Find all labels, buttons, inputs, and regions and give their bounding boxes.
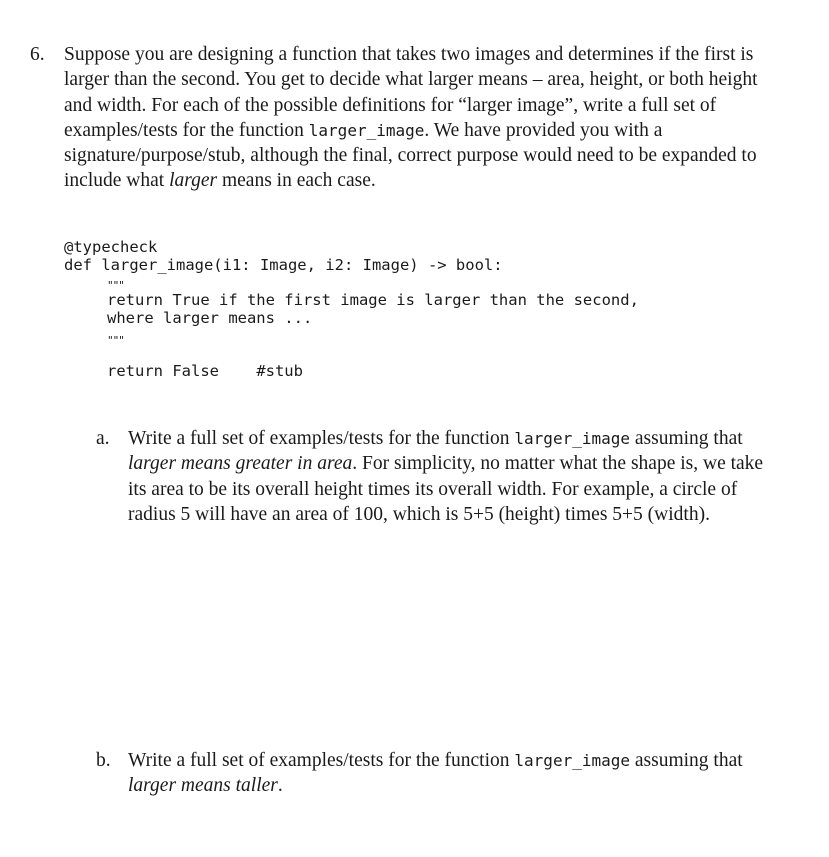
code-decorator: @typecheck	[64, 238, 158, 256]
code-docstring-open: """	[107, 279, 124, 292]
question-text	[64, 42, 784, 194]
question-text-part2: . We have provided you with a signature/purpose/stub, although the final, correct purpose would need to be expanded to include what	[64, 119, 757, 192]
code-purpose-line2: where larger means ...	[107, 309, 313, 327]
code-block	[64, 239, 503, 274]
question-text-part3: means in each case.	[217, 170, 376, 192]
part-a-text-part1: Write a full set of examples/tests for the function	[128, 428, 515, 449]
part-a-function-name: larger_image	[514, 429, 630, 448]
code-signature: def larger_image(i1: Image, i2: Image) -> bool:	[64, 255, 503, 274]
part-b-function-name: larger_image	[514, 751, 630, 770]
part-b-text-part1: Write a full set of examples/tests for the function	[128, 750, 515, 771]
question-number: 6.	[30, 44, 45, 65]
part-a-text-part2: assuming that	[630, 428, 743, 449]
code-purpose-line1: return True if the first image is larger than the second,	[107, 291, 639, 309]
part-a-text	[128, 426, 768, 527]
part-a-text-italic: larger means greater in area	[128, 453, 353, 475]
part-b-text	[128, 748, 768, 799]
code-docstring-close: """	[107, 334, 124, 347]
part-b-text-italic: larger means taller	[128, 775, 278, 797]
question-text-italic: larger	[169, 170, 218, 192]
part-b-text-part2: assuming that	[630, 750, 743, 771]
part-a-text-part3: . For simplicity, no matter what the shape is, we take its area to be its overall height times its overall width. For example, a circle of radius 5 will have an area of 100, which is 5+5 (height) times 5+5 (width).	[128, 453, 764, 525]
question-text-part1: Suppose you are designing a function that takes two images and determines if the first is larger than the second. You get to decide what larger means – area, height, or both height and width. For each of the possible definitions for “larger image”, write a full set of examples/tests for the function	[64, 44, 758, 141]
part-b-label: b.	[96, 750, 111, 771]
function-name-inline: larger_image	[308, 120, 425, 140]
code-return-statement	[107, 363, 303, 381]
part-a-label: a.	[96, 428, 110, 449]
code-stub-comment: #stub	[256, 362, 303, 380]
code-return-false: return False	[107, 362, 219, 380]
part-b-text-part3: .	[277, 775, 283, 797]
